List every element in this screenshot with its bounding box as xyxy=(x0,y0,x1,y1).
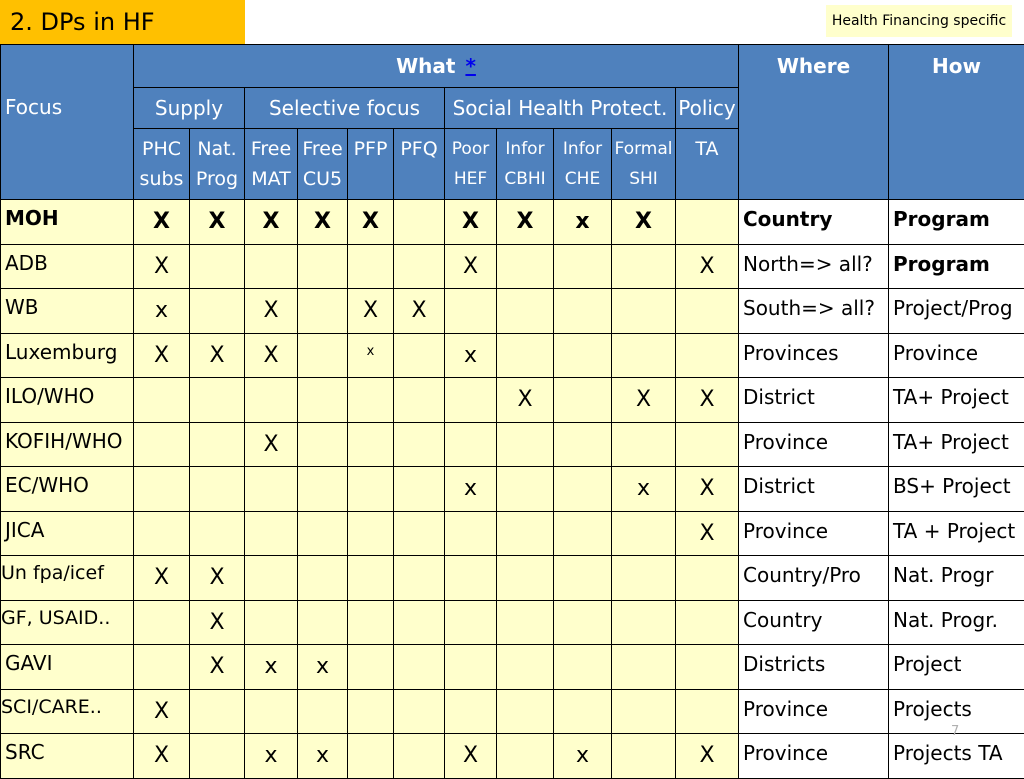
row-4-mark-2: X xyxy=(189,333,245,379)
row-10-mark-1 xyxy=(133,600,190,646)
focus-header-label: Focus xyxy=(5,95,63,119)
row-2-where: North=> all? xyxy=(738,244,889,290)
subheader-10-line-1: Formal xyxy=(614,139,673,159)
row-8-how: TA + Project xyxy=(888,511,1024,557)
row-2-mark-8 xyxy=(496,244,554,290)
row-13-mark-10 xyxy=(611,733,676,779)
row-10-mark-11 xyxy=(675,600,739,646)
row-13-mark-3: x xyxy=(244,733,298,779)
row-9-mark-10 xyxy=(611,555,676,601)
row-7-mark-10: x xyxy=(611,466,676,512)
row-10-mark-8 xyxy=(496,600,554,646)
row-4-where: Provinces xyxy=(738,333,889,379)
row-3-mark-11 xyxy=(675,288,739,334)
row-6-mark-1 xyxy=(133,422,190,468)
row-9-partner: Un fpa/icef xyxy=(0,555,134,601)
row-11-mark-3: x xyxy=(244,644,298,690)
row-8-partner: JICA xyxy=(0,511,134,557)
row-6-mark-7 xyxy=(444,422,497,468)
row-11-mark-2: X xyxy=(189,644,245,690)
row-11-mark-9 xyxy=(553,644,612,690)
health-financing-tag: Health Financing specific xyxy=(826,5,1012,37)
row-12-mark-7 xyxy=(444,689,497,735)
row-9-mark-9 xyxy=(553,555,612,601)
row-4-mark-6 xyxy=(393,333,445,379)
row-13-how: Projects TA xyxy=(888,733,1024,779)
row-13-mark-8 xyxy=(496,733,554,779)
what-footnote-link[interactable]: * xyxy=(465,54,476,78)
row-9-mark-4 xyxy=(297,555,348,601)
row-1-mark-6 xyxy=(393,199,445,245)
row-12-mark-8 xyxy=(496,689,554,735)
row-5-where: District xyxy=(738,377,889,423)
subheader-7-line-1: Poor xyxy=(451,139,490,159)
row-8-mark-11: X xyxy=(675,511,739,557)
row-1-partner: MOH xyxy=(0,199,134,245)
row-7-mark-4 xyxy=(297,466,348,512)
subheader-11 xyxy=(675,128,739,200)
row-7-mark-11: X xyxy=(675,466,739,512)
row-13-mark-7: X xyxy=(444,733,497,779)
row-11-where: Districts xyxy=(738,644,889,690)
row-10-how: Nat. Progr. xyxy=(888,600,1024,646)
row-7-mark-7: x xyxy=(444,466,497,512)
how-header: How xyxy=(888,44,1024,200)
row-4-mark-8 xyxy=(496,333,554,379)
subheader-8-line-2: CBHI xyxy=(504,169,546,189)
row-6-mark-9 xyxy=(553,422,612,468)
what-header-label: What xyxy=(396,54,456,78)
row-13-mark-11: X xyxy=(675,733,739,779)
row-3-how: Project/Prog xyxy=(888,288,1024,334)
subheader-10-line-2: SHI xyxy=(629,169,658,189)
row-3-mark-7 xyxy=(444,288,497,334)
subheader-7-line-2: HEF xyxy=(453,169,488,189)
row-8-mark-4 xyxy=(297,511,348,557)
row-9-mark-8 xyxy=(496,555,554,601)
social-health-protection-header: Social Health Protect. xyxy=(444,87,676,129)
row-13-mark-2 xyxy=(189,733,245,779)
row-13-mark-5 xyxy=(347,733,394,779)
row-9-mark-7 xyxy=(444,555,497,601)
row-1-mark-3: X xyxy=(244,199,298,245)
row-7-partner: EC/WHO xyxy=(0,466,134,512)
row-10-mark-2: X xyxy=(189,600,245,646)
row-8-mark-10 xyxy=(611,511,676,557)
row-4-mark-1: X xyxy=(133,333,190,379)
row-1-mark-5: X xyxy=(347,199,394,245)
row-7-mark-1 xyxy=(133,466,190,512)
row-3-mark-2 xyxy=(189,288,245,334)
row-7-mark-9 xyxy=(553,466,612,512)
row-5-mark-3 xyxy=(244,377,298,423)
row-12-mark-3 xyxy=(244,689,298,735)
row-1-mark-9: x xyxy=(553,199,612,245)
row-8-mark-1 xyxy=(133,511,190,557)
row-13-mark-4: x xyxy=(297,733,348,779)
page-number: 7 xyxy=(951,724,960,739)
row-6-partner: KOFIH/WHO xyxy=(0,422,134,468)
row-5-mark-11: X xyxy=(675,377,739,423)
row-8-mark-5 xyxy=(347,511,394,557)
row-2-mark-1: X xyxy=(133,244,190,290)
row-9-how: Nat. Progr xyxy=(888,555,1024,601)
subheader-3-line-1: Free xyxy=(250,138,292,160)
row-11-mark-7 xyxy=(444,644,497,690)
row-4-mark-11 xyxy=(675,333,739,379)
row-8-mark-3 xyxy=(244,511,298,557)
row-11-mark-6 xyxy=(393,644,445,690)
row-2-mark-11: X xyxy=(675,244,739,290)
row-9-mark-3 xyxy=(244,555,298,601)
subheader-5 xyxy=(347,128,394,200)
row-5-mark-4 xyxy=(297,377,348,423)
selective-focus-header: Selective focus xyxy=(244,87,445,129)
row-7-where: District xyxy=(738,466,889,512)
row-4-partner: Luxemburg xyxy=(0,333,134,379)
row-10-partner: GF, USAID.. xyxy=(0,600,134,646)
row-3-where: South=> all? xyxy=(738,288,889,334)
row-5-how: TA+ Project xyxy=(888,377,1024,423)
row-7-mark-8 xyxy=(496,466,554,512)
subheader-2-line-2: Prog xyxy=(195,168,239,190)
row-10-mark-4 xyxy=(297,600,348,646)
row-3-mark-8 xyxy=(496,288,554,334)
row-12-where: Province xyxy=(738,689,889,735)
row-1-how: Program xyxy=(888,199,1024,245)
row-6-mark-11 xyxy=(675,422,739,468)
row-10-where: Country xyxy=(738,600,889,646)
row-12-mark-5 xyxy=(347,689,394,735)
row-11-mark-11 xyxy=(675,644,739,690)
row-3-mark-5: X xyxy=(347,288,394,334)
row-12-partner: SCI/CARE.. xyxy=(0,689,134,735)
row-11-how: Project xyxy=(888,644,1024,690)
row-12-mark-2 xyxy=(189,689,245,735)
row-6-mark-6 xyxy=(393,422,445,468)
row-4-mark-7: x xyxy=(444,333,497,379)
row-12-mark-6 xyxy=(393,689,445,735)
row-11-partner: GAVI xyxy=(0,644,134,690)
subheader-4-line-1: Free xyxy=(302,138,343,160)
row-2-mark-9 xyxy=(553,244,612,290)
row-6-where: Province xyxy=(738,422,889,468)
row-5-mark-5 xyxy=(347,377,394,423)
row-8-mark-6 xyxy=(393,511,445,557)
row-8-where: Province xyxy=(738,511,889,557)
row-2-mark-6 xyxy=(393,244,445,290)
row-6-how: TA+ Project xyxy=(888,422,1024,468)
row-5-partner: ILO/WHO xyxy=(0,377,134,423)
row-10-mark-10 xyxy=(611,600,676,646)
subheader-3-line-2: MAT xyxy=(251,168,291,190)
row-11-mark-5 xyxy=(347,644,394,690)
row-1-mark-2: X xyxy=(189,199,245,245)
row-4-mark-10 xyxy=(611,333,676,379)
row-3-mark-1: x xyxy=(133,288,190,334)
row-6-mark-4 xyxy=(297,422,348,468)
where-header: Where xyxy=(738,44,889,200)
subheader-8-line-1: Infor xyxy=(505,139,545,159)
row-3-mark-9 xyxy=(553,288,612,334)
row-1-mark-8: X xyxy=(496,199,554,245)
row-5-mark-8: X xyxy=(496,377,554,423)
row-4-mark-9 xyxy=(553,333,612,379)
row-5-mark-1 xyxy=(133,377,190,423)
row-4-mark-3: X xyxy=(244,333,298,379)
row-3-partner: WB xyxy=(0,288,134,334)
row-7-mark-6 xyxy=(393,466,445,512)
policy-header: Policy xyxy=(675,87,739,129)
subheader-2 xyxy=(189,128,245,200)
row-6-mark-10 xyxy=(611,422,676,468)
row-3-mark-10 xyxy=(611,288,676,334)
row-12-mark-11 xyxy=(675,689,739,735)
row-7-mark-2 xyxy=(189,466,245,512)
row-9-mark-5 xyxy=(347,555,394,601)
slide-title: 2. DPs in HF xyxy=(0,0,245,44)
subheader-9 xyxy=(553,128,612,200)
subheader-11-line-1: TA xyxy=(695,138,719,160)
row-4-mark-4 xyxy=(297,333,348,379)
row-8-mark-7 xyxy=(444,511,497,557)
subheader-10 xyxy=(611,128,676,200)
supply-header: Supply xyxy=(133,87,245,129)
subheader-5-line-1: PFP xyxy=(353,138,388,160)
row-12-how: Projects xyxy=(888,689,1024,735)
row-3-mark-3: X xyxy=(244,288,298,334)
row-10-mark-9 xyxy=(553,600,612,646)
row-2-mark-2 xyxy=(189,244,245,290)
row-1-where: Country xyxy=(738,199,889,245)
row-13-mark-6 xyxy=(393,733,445,779)
row-12-mark-1: X xyxy=(133,689,190,735)
row-1-mark-4: X xyxy=(297,199,348,245)
row-9-mark-1: X xyxy=(133,555,190,601)
row-12-mark-10 xyxy=(611,689,676,735)
row-5-mark-9 xyxy=(553,377,612,423)
row-2-mark-7: X xyxy=(444,244,497,290)
row-1-mark-11 xyxy=(675,199,739,245)
row-6-mark-2 xyxy=(189,422,245,468)
row-10-mark-6 xyxy=(393,600,445,646)
subheader-4 xyxy=(297,128,348,200)
row-6-mark-8 xyxy=(496,422,554,468)
row-7-how: BS+ Project xyxy=(888,466,1024,512)
row-2-mark-5 xyxy=(347,244,394,290)
row-2-mark-4 xyxy=(297,244,348,290)
row-11-mark-4: x xyxy=(297,644,348,690)
row-11-mark-10 xyxy=(611,644,676,690)
row-3-mark-6: X xyxy=(393,288,445,334)
row-9-mark-2: X xyxy=(189,555,245,601)
row-9-mark-11 xyxy=(675,555,739,601)
row-1-mark-10: X xyxy=(611,199,676,245)
subheader-6-line-1: PFQ xyxy=(400,138,438,160)
row-7-mark-5 xyxy=(347,466,394,512)
row-7-mark-3 xyxy=(244,466,298,512)
row-13-partner: SRC xyxy=(0,733,134,779)
row-11-mark-1 xyxy=(133,644,190,690)
subheader-8 xyxy=(496,128,554,200)
subheader-3 xyxy=(244,128,298,200)
row-8-mark-8 xyxy=(496,511,554,557)
subheader-2-line-1: Nat. xyxy=(197,138,237,160)
row-10-mark-5 xyxy=(347,600,394,646)
subheader-9-line-1: Infor xyxy=(562,139,603,159)
row-12-mark-9 xyxy=(553,689,612,735)
row-8-mark-2 xyxy=(189,511,245,557)
subheader-1 xyxy=(133,128,190,200)
row-5-mark-2 xyxy=(189,377,245,423)
row-10-mark-3 xyxy=(244,600,298,646)
row-4-mark-5: x xyxy=(347,333,394,379)
row-1-mark-7: X xyxy=(444,199,497,245)
row-1-mark-1: X xyxy=(133,199,190,245)
row-13-mark-9: x xyxy=(553,733,612,779)
row-3-mark-4 xyxy=(297,288,348,334)
row-5-mark-7 xyxy=(444,377,497,423)
subheader-1-line-2: subs xyxy=(139,168,184,190)
row-8-mark-9 xyxy=(553,511,612,557)
row-4-how: Province xyxy=(888,333,1024,379)
row-6-mark-3: X xyxy=(244,422,298,468)
row-2-partner: ADB xyxy=(0,244,134,290)
row-9-where: Country/Pro xyxy=(738,555,889,601)
row-5-mark-6 xyxy=(393,377,445,423)
row-2-how: Program xyxy=(888,244,1024,290)
focus-header xyxy=(0,44,134,200)
row-2-mark-3 xyxy=(244,244,298,290)
row-11-mark-8 xyxy=(496,644,554,690)
row-9-mark-6 xyxy=(393,555,445,601)
row-2-mark-10 xyxy=(611,244,676,290)
subheader-6 xyxy=(393,128,445,200)
row-5-mark-10: X xyxy=(611,377,676,423)
subheader-4-line-2: CU5 xyxy=(302,168,343,190)
row-10-mark-7 xyxy=(444,600,497,646)
subheader-1-line-1: PHC xyxy=(141,138,181,160)
subheader-9-line-2: CHE xyxy=(564,169,601,189)
row-13-where: Province xyxy=(738,733,889,779)
subheader-7 xyxy=(444,128,497,200)
what-header xyxy=(133,44,739,88)
row-13-mark-1: X xyxy=(133,733,190,779)
row-12-mark-4 xyxy=(297,689,348,735)
row-6-mark-5 xyxy=(347,422,394,468)
